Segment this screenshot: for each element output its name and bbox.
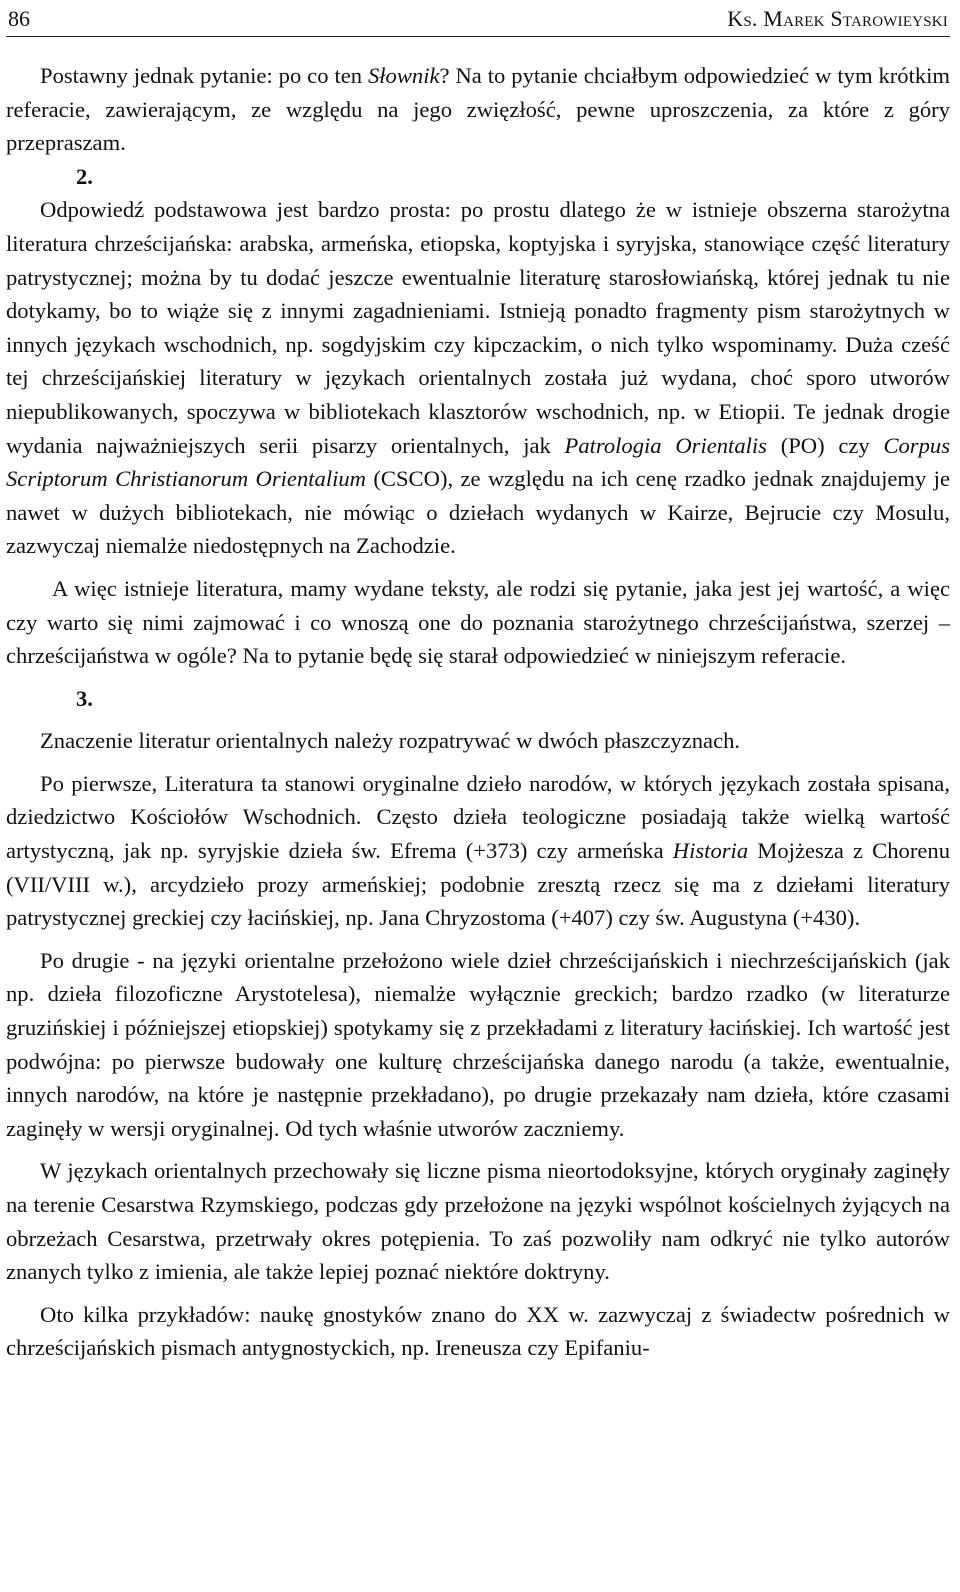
body-text <box>6 59 950 1365</box>
paragraph-2-text-end: (CSCO), ze względu na ich cenę rzadko jednak znajdujemy je nawet w dużych bibliotekach, nie mówiąc o dziełach wydanych w Kairze, Bejrucie czy Mosulu, zazwyczaj niemalże niedostępnych na Zachodzie. <box>6 466 950 559</box>
paragraph-3: A więc istnieje literatura, mamy wydane teksty, ale rodzi się pytanie, jaka jest jej wartość, a więc czy warto się nimi zajmować i co wnoszą one do poznania starożytnego chrześcijaństwa, szerzej – chrześcijaństwa w ogóle? Na to pytanie będę się starał odpowiedzieć w niniejszym referacie. <box>6 575 950 669</box>
running-header <box>6 0 950 37</box>
page-number: 86 <box>8 6 30 31</box>
paragraph-1-text: Postawny jednak pytanie: po co ten <box>40 63 368 88</box>
paragraph-8: Oto kilka przykładów: naukę gnostyków znano do XX w. zazwyczaj z świadectw pośrednich w chrześcijańskich pismach antygnostyckich, np. Ireneusza czy Epifaniu- <box>6 1301 950 1361</box>
paragraph-5 <box>6 767 950 935</box>
paragraph-4: Znaczenie literatur orientalnych należy rozpatrywać w dwóch płaszczyznach. <box>40 728 741 754</box>
section-number-3: 3. <box>76 685 93 711</box>
paragraph-2 <box>6 193 950 563</box>
paragraph-1-text-cont: ? Na to pytanie chciałbym odpowiedzieć w tym krótkim referacie, zawierającym, ze względu na jego zwięzłość, pewne uproszczenia, za które z góry przepraszam. <box>6 63 950 156</box>
paragraph-2-text-cont: (PO) czy <box>766 432 884 458</box>
paragraph-6: Po drugie - na języki orientalne przełożono wiele dzieł chrześcijańskich i niechrześcijańskich (jak np. dzieła filozoficzne Arystotelesa), niemalże wyłącznie greckich; bardzo rzadko (w literaturze gruzińskiej i późniejszej etiopskiej) spotykamy się z przekładami z literatury łacińskiej. Ich wartość jest podwójna: po pierwsze budowały one kulturę chrześcijańska danego narodu (a także, ewentualnie, innych narodów, na które je następnie przekładano), po drugie przekazały nam dzieła, które czasami zaginęły w wersji oryginalnej. Od tych właśnie utworów zaczniemy. <box>6 947 950 1141</box>
paragraph-2-italic-po: Patrologia Orientalis <box>564 432 767 458</box>
paragraph-1 <box>6 59 950 160</box>
running-title: Ks. Marek Starowieyski <box>727 6 948 31</box>
paragraph-5-italic: Historia <box>672 838 749 864</box>
paragraph-2-text: Odpowiedź podstawowa jest bardzo prosta: po prostu dlatego że w istnieje obszerna starożytna literatura chrześcijańska: arabska, armeńska, etiopska, koptyjska i syryjska, stanowiące część literatury patrystycznej; można by tu dodać jeszcze ewentualnie literaturę starosłowiańską, której jednak tu nie dotykamy, bo to wiąże się z innymi zagadnieniami. Istnieją ponadto fragmenty pism starożytnych w innych językach wschodnich, np. sogdyjskim czy kipczackim, o nich tylko wspominamy. Duża cześć tej chrześcijańskiej literatury w językach orientalnych została już wydana, choć sporo utworów niepublikowanych, spoczywa w bibliotekach klasztorów wschodnich, np. w Etiopii. Te jednak drogie wydania najważniejszych serii pisarzy orientalnych, jak <box>6 197 950 458</box>
paragraph-1-italic: Słownik <box>367 63 440 88</box>
paragraph-2-italic-csco: Corpus Scriptorum Christianorum Orientalium <box>6 432 950 492</box>
section-number-2: 2. <box>76 163 93 189</box>
paragraph-7: W językach orientalnych przechowały się liczne pisma nieortodoksyjne, których oryginały zaginęły na terenie Cesarstwa Rzymskiego, podczas gdy przełożone na języki wspólnot kościelnych żyjących na obrzeżach Cesarstwa, przetrwały okres potępienia. To zaś pozwoliły nam odkryć nie tylko autorów znanych tylko z imienia, ale także lepiej poznać niektóre doktryny. <box>6 1158 950 1285</box>
paragraph-5-text: Po pierwsze, Literatura ta stanowi oryginalne dzieło narodów, w których językach została spisana, dziedzictwo Kościołów Wschodnich. Często dzieła teologiczne posiadają także wielką wartość artystyczną, jak np. syryjskie dzieła św. Efrema (+373) czy armeńska <box>6 770 950 864</box>
paragraph-5-text-cont: Mojżesza z Chorenu (VII/VIII w.), arcydzieło prozy armeńskiej; podobnie zresztą rzecz się ma z dziełami literatury patrystycznej greckiej czy łacińskiej, np. Jana Chryzostoma (+407) czy św. Augustyna (+430). <box>6 838 950 931</box>
